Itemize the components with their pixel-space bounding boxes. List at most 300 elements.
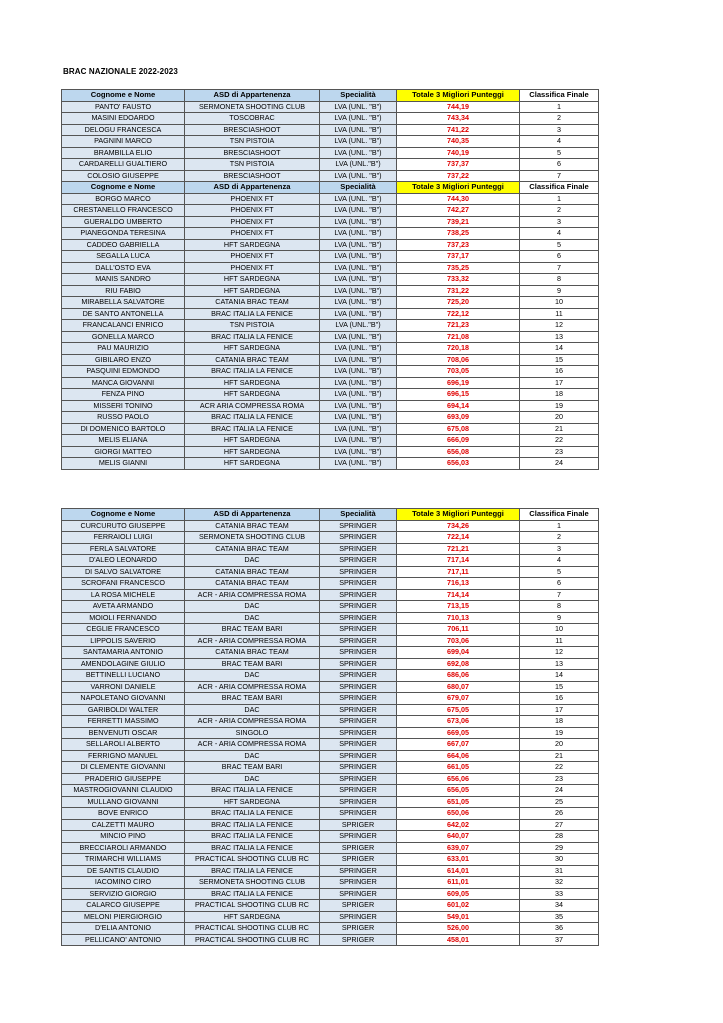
club-cell: PHOENIX FT: [185, 205, 320, 217]
table-row: [62, 635, 599, 647]
athlete-name-cell: CURCURUTO GIUSEPPE: [62, 520, 185, 532]
rank-cell: 30: [520, 854, 599, 866]
table-row: [62, 147, 599, 159]
table-row: [62, 750, 599, 762]
score-cell: 526,00: [397, 923, 520, 935]
header-row: [62, 90, 599, 102]
club-cell: HFT SARDEGNA: [185, 377, 320, 389]
specialty-cell: LVA (UNL. "B"): [320, 354, 397, 366]
score-cell: 721,23: [397, 320, 520, 332]
specialty-cell: SPRINGER: [320, 727, 397, 739]
specialty-cell: LVA (UNL. "B"): [320, 400, 397, 412]
score-cell: 639,07: [397, 842, 520, 854]
table-row: [62, 773, 599, 785]
club-cell: DAC: [185, 704, 320, 716]
rank-cell: 10: [520, 624, 599, 636]
table-row: [62, 193, 599, 205]
rank-cell: 6: [520, 251, 599, 263]
rank-cell: 10: [520, 297, 599, 309]
rank-cell: 36: [520, 923, 599, 935]
table-row: [62, 808, 599, 820]
athlete-name-cell: MANIS SANDRO: [62, 274, 185, 286]
club-cell: ACR - ARIA COMPRESSA ROMA: [185, 716, 320, 728]
specialty-cell: LVA (UNL. "B"): [320, 136, 397, 148]
header-row: [62, 509, 599, 521]
club-cell: PRACTICAL SHOOTING CLUB RC: [185, 934, 320, 946]
athlete-name-cell: CADDEO GABRIELLA: [62, 239, 185, 251]
table-row: [62, 262, 599, 274]
athlete-name-cell: FERRAIOLI LUIGI: [62, 532, 185, 544]
athlete-name-cell: MOIOLI FERNANDO: [62, 612, 185, 624]
table-row: [62, 670, 599, 682]
table-row: [62, 136, 599, 148]
lva-top-body: [62, 90, 599, 182]
table-row: [62, 366, 599, 378]
club-cell: HFT SARDEGNA: [185, 285, 320, 297]
score-cell: 739,21: [397, 216, 520, 228]
score-cell: 669,05: [397, 727, 520, 739]
athlete-name-cell: MASINI EDOARDO: [62, 113, 185, 125]
document-title: BRAC NAZIONALE 2022-2023: [63, 67, 178, 76]
specialty-cell: SPRIGER: [320, 900, 397, 912]
specialty-cell: LVA (UNL. "B"): [320, 193, 397, 205]
column-header: Specialità: [320, 509, 397, 521]
score-cell: 744,30: [397, 193, 520, 205]
table-row: [62, 911, 599, 923]
rank-cell: 28: [520, 831, 599, 843]
athlete-name-cell: FRANCALANCI ENRICO: [62, 320, 185, 332]
club-cell: CATANIA BRAC TEAM: [185, 354, 320, 366]
score-cell: 737,22: [397, 170, 520, 182]
specialty-cell: LVA (UNL. "B"): [320, 435, 397, 447]
table-row: [62, 796, 599, 808]
athlete-name-cell: VARRONI DANIELE: [62, 681, 185, 693]
rank-cell: 3: [520, 543, 599, 555]
score-cell: 692,08: [397, 658, 520, 670]
score-cell: 642,02: [397, 819, 520, 831]
rank-cell: 8: [520, 601, 599, 613]
specialty-cell: SPRINGER: [320, 681, 397, 693]
score-cell: 656,06: [397, 773, 520, 785]
athlete-name-cell: AVETA ARMANDO: [62, 601, 185, 613]
specialty-cell: LVA (UNL. "B"): [320, 251, 397, 263]
specialty-cell: SPRINGER: [320, 877, 397, 889]
table-row: [62, 865, 599, 877]
table-row: [62, 412, 599, 424]
rank-cell: 4: [520, 555, 599, 567]
table-row: [62, 343, 599, 355]
specialty-cell: SPRINGER: [320, 762, 397, 774]
rank-cell: 3: [520, 216, 599, 228]
specialty-cell: LVA (UNL. "B"): [320, 297, 397, 309]
table-row: [62, 377, 599, 389]
table-row: [62, 854, 599, 866]
rank-cell: 15: [520, 681, 599, 693]
club-cell: BRESCIASHOOT: [185, 170, 320, 182]
athlete-name-cell: MINCIO PINO: [62, 831, 185, 843]
table-row: [62, 532, 599, 544]
rank-cell: 25: [520, 796, 599, 808]
athlete-name-cell: GUERALDO UMBERTO: [62, 216, 185, 228]
club-cell: BRAC TEAM BARI: [185, 762, 320, 774]
athlete-name-cell: PAGNINI MARCO: [62, 136, 185, 148]
column-header: Cognome e Nome: [62, 90, 185, 102]
club-cell: BRAC ITALIA LA FENICE: [185, 331, 320, 343]
club-cell: BRAC ITALIA LA FENICE: [185, 366, 320, 378]
rank-cell: 19: [520, 400, 599, 412]
column-header: Cognome e Nome: [62, 509, 185, 521]
athlete-name-cell: MULLANO GIOVANNI: [62, 796, 185, 808]
specialty-cell: SPRINGER: [320, 612, 397, 624]
column-header: Totale 3 Migliori Punteggi: [397, 90, 520, 102]
athlete-name-cell: NAPOLETANO GIOVANNI: [62, 693, 185, 705]
specialty-cell: LVA (UNL. "B"): [320, 331, 397, 343]
specialty-cell: SPRIGER: [320, 842, 397, 854]
athlete-name-cell: SERVIZIO GIORGIO: [62, 888, 185, 900]
specialty-cell: SPRINGER: [320, 589, 397, 601]
club-cell: CATANIA BRAC TEAM: [185, 520, 320, 532]
athlete-name-cell: CARDARELLI GUALTIERO: [62, 159, 185, 171]
score-cell: 737,17: [397, 251, 520, 263]
score-cell: 740,19: [397, 147, 520, 159]
rank-cell: 34: [520, 900, 599, 912]
table-row: [62, 624, 599, 636]
athlete-name-cell: PELLICANO' ANTONIO: [62, 934, 185, 946]
rank-cell: 15: [520, 354, 599, 366]
specialty-cell: SPRINGER: [320, 704, 397, 716]
club-cell: BRAC ITALIA LA FENICE: [185, 831, 320, 843]
score-cell: 601,02: [397, 900, 520, 912]
rank-cell: 2: [520, 113, 599, 125]
table-row: [62, 578, 599, 590]
column-header: ASD di Appartenenza: [185, 182, 320, 194]
club-cell: DAC: [185, 670, 320, 682]
athlete-name-cell: MELONI PIERGIORGIO: [62, 911, 185, 923]
table-row: [62, 400, 599, 412]
column-header: Specialità: [320, 182, 397, 194]
athlete-name-cell: SELLAROLI ALBERTO: [62, 739, 185, 751]
rank-cell: 31: [520, 865, 599, 877]
score-cell: 721,08: [397, 331, 520, 343]
athlete-name-cell: SEGALLA LUCA: [62, 251, 185, 263]
score-cell: 614,01: [397, 865, 520, 877]
athlete-name-cell: GIBILARO ENZO: [62, 354, 185, 366]
rank-cell: 18: [520, 389, 599, 401]
specialty-cell: SPRINGER: [320, 520, 397, 532]
rank-cell: 5: [520, 239, 599, 251]
table-row: [62, 320, 599, 332]
specialty-cell: SPRINGER: [320, 670, 397, 682]
score-cell: 696,15: [397, 389, 520, 401]
score-cell: 714,14: [397, 589, 520, 601]
rank-cell: 27: [520, 819, 599, 831]
table-row: [62, 205, 599, 217]
rank-cell: 2: [520, 532, 599, 544]
club-cell: TSN PISTOIA: [185, 320, 320, 332]
table-row: [62, 923, 599, 935]
rank-cell: 3: [520, 124, 599, 136]
rank-cell: 22: [520, 762, 599, 774]
rank-cell: 12: [520, 647, 599, 659]
specialty-cell: LVA (UNL."B"): [320, 320, 397, 332]
score-cell: 666,09: [397, 435, 520, 447]
specialty-cell: SPRIGER: [320, 819, 397, 831]
table-row: [62, 589, 599, 601]
score-cell: 694,14: [397, 400, 520, 412]
athlete-name-cell: MELIS ELIANA: [62, 435, 185, 447]
table-row: [62, 285, 599, 297]
athlete-name-cell: PRADERIO GIUSEPPE: [62, 773, 185, 785]
specialty-cell: SPRINGER: [320, 739, 397, 751]
column-header: Totale 3 Migliori Punteggi: [397, 509, 520, 521]
club-cell: CATANIA BRAC TEAM: [185, 566, 320, 578]
club-cell: ACR - ARIA COMPRESSA ROMA: [185, 635, 320, 647]
score-cell: 721,21: [397, 543, 520, 555]
club-cell: SINGOLO: [185, 727, 320, 739]
table-row: [62, 831, 599, 843]
specialty-cell: LVA (UNL. "B"): [320, 366, 397, 378]
specialty-cell: LVA (UNL."B"): [320, 159, 397, 171]
score-cell: 722,12: [397, 308, 520, 320]
score-cell: 696,19: [397, 377, 520, 389]
score-cell: 738,25: [397, 228, 520, 240]
club-cell: HFT SARDEGNA: [185, 343, 320, 355]
rank-cell: 5: [520, 566, 599, 578]
score-cell: 737,37: [397, 159, 520, 171]
score-cell: 743,34: [397, 113, 520, 125]
header-row: [62, 182, 599, 194]
rank-cell: 20: [520, 739, 599, 751]
athlete-name-cell: IACOMINO CIRO: [62, 877, 185, 889]
score-cell: 633,01: [397, 854, 520, 866]
specialty-cell: LVA (UNL. "B"): [320, 343, 397, 355]
specialty-cell: SPRINGER: [320, 796, 397, 808]
table-row: [62, 124, 599, 136]
club-cell: TSN PISTOIA: [185, 159, 320, 171]
column-header: Totale 3 Migliori Punteggi: [397, 182, 520, 194]
score-cell: 699,04: [397, 647, 520, 659]
athlete-name-cell: BRECCIAROLI ARMANDO: [62, 842, 185, 854]
specialty-cell: SPRINGER: [320, 808, 397, 820]
score-cell: 458,01: [397, 934, 520, 946]
specialty-cell: SPRIGER: [320, 934, 397, 946]
athlete-name-cell: MIRABELLA SALVATORE: [62, 297, 185, 309]
athlete-name-cell: MELIS GIANNI: [62, 458, 185, 470]
table-row: [62, 543, 599, 555]
club-cell: BRAC ITALIA LA FENICE: [185, 785, 320, 797]
rank-cell: 13: [520, 658, 599, 670]
specialty-cell: SPRINGER: [320, 773, 397, 785]
score-cell: 693,09: [397, 412, 520, 424]
athlete-name-cell: SCROFANI FRANCESCO: [62, 578, 185, 590]
club-cell: PHOENIX FT: [185, 251, 320, 263]
club-cell: PHOENIX FT: [185, 193, 320, 205]
rank-cell: 17: [520, 377, 599, 389]
table-row: [62, 601, 599, 613]
score-cell: 686,06: [397, 670, 520, 682]
athlete-name-cell: DE SANTIS CLAUDIO: [62, 865, 185, 877]
athlete-name-cell: DI SALVO SALVATORE: [62, 566, 185, 578]
table-row: [62, 354, 599, 366]
rank-cell: 22: [520, 435, 599, 447]
club-cell: TOSCOBRAC: [185, 113, 320, 125]
specialty-cell: LVA (UNL. "B"): [320, 113, 397, 125]
score-cell: 675,08: [397, 423, 520, 435]
rank-cell: 1: [520, 193, 599, 205]
score-cell: 734,26: [397, 520, 520, 532]
specialty-cell: SPRINGER: [320, 785, 397, 797]
rank-cell: 17: [520, 704, 599, 716]
score-cell: 708,06: [397, 354, 520, 366]
club-cell: BRAC ITALIA LA FENICE: [185, 308, 320, 320]
athlete-name-cell: FERLA SALVATORE: [62, 543, 185, 555]
score-cell: 717,11: [397, 566, 520, 578]
specialty-cell: LVA (UNL. "B"): [320, 412, 397, 424]
club-cell: BRAC ITALIA LA FENICE: [185, 865, 320, 877]
athlete-name-cell: LIPPOLIS SAVERIO: [62, 635, 185, 647]
score-cell: 717,14: [397, 555, 520, 567]
score-cell: 679,07: [397, 693, 520, 705]
athlete-name-cell: FENZA PINO: [62, 389, 185, 401]
specialty-cell: LVA (UNL. "B"): [320, 389, 397, 401]
score-cell: 673,06: [397, 716, 520, 728]
table-row: [62, 435, 599, 447]
table-row: [62, 704, 599, 716]
rank-cell: 33: [520, 888, 599, 900]
athlete-name-cell: PAU MAURIZIO: [62, 343, 185, 355]
score-cell: 549,01: [397, 911, 520, 923]
athlete-name-cell: MASTROGIOVANNI CLAUDIO: [62, 785, 185, 797]
club-cell: HFT SARDEGNA: [185, 239, 320, 251]
rank-cell: 12: [520, 320, 599, 332]
athlete-name-cell: CALARCO GIUSEPPE: [62, 900, 185, 912]
rank-cell: 21: [520, 423, 599, 435]
score-cell: 731,22: [397, 285, 520, 297]
score-cell: 720,18: [397, 343, 520, 355]
rank-cell: 1: [520, 101, 599, 113]
athlete-name-cell: AMENDOLAGINE GIULIO: [62, 658, 185, 670]
score-cell: 716,13: [397, 578, 520, 590]
club-cell: SERMONETA SHOOTING CLUB: [185, 532, 320, 544]
score-cell: 656,05: [397, 785, 520, 797]
club-cell: HFT SARDEGNA: [185, 458, 320, 470]
rank-cell: 9: [520, 285, 599, 297]
athlete-name-cell: DI CLEMENTE GIOVANNI: [62, 762, 185, 774]
specialty-cell: LVA (UNL. "B"): [320, 423, 397, 435]
athlete-name-cell: PIANEGONDA TERESINA: [62, 228, 185, 240]
athlete-name-cell: DELOGU FRANCESCA: [62, 124, 185, 136]
rank-cell: 13: [520, 331, 599, 343]
rank-cell: 20: [520, 412, 599, 424]
table-row: [62, 727, 599, 739]
table-row: [62, 900, 599, 912]
table-row: [62, 113, 599, 125]
specialty-cell: LVA (UNL. "B"): [320, 205, 397, 217]
specialty-cell: SPRINGER: [320, 624, 397, 636]
specialty-cell: SPRINGER: [320, 865, 397, 877]
rank-cell: 16: [520, 693, 599, 705]
springer-ranking-table: [61, 508, 599, 946]
rank-cell: 8: [520, 274, 599, 286]
specialty-cell: LVA (UNL. "B"): [320, 101, 397, 113]
club-cell: BRAC ITALIA LA FENICE: [185, 888, 320, 900]
table-row: [62, 819, 599, 831]
specialty-cell: SPRINGER: [320, 693, 397, 705]
athlete-name-cell: PANTO' FAUSTO: [62, 101, 185, 113]
club-cell: BRAC TEAM BARI: [185, 693, 320, 705]
athlete-name-cell: FERRIGNO MANUEL: [62, 750, 185, 762]
club-cell: DAC: [185, 601, 320, 613]
specialty-cell: LVA (UNL. "B"): [320, 274, 397, 286]
specialty-cell: LVA (UNL. "B"): [320, 170, 397, 182]
club-cell: DAC: [185, 773, 320, 785]
athlete-name-cell: RIU FABIO: [62, 285, 185, 297]
score-cell: 737,23: [397, 239, 520, 251]
specialty-cell: SPRINGER: [320, 647, 397, 659]
rank-cell: 29: [520, 842, 599, 854]
athlete-name-cell: DI DOMENICO BARTOLO: [62, 423, 185, 435]
specialty-cell: SPRINGER: [320, 532, 397, 544]
specialty-cell: LVA (UNL. "B"): [320, 458, 397, 470]
table-row: [62, 446, 599, 458]
score-cell: 611,01: [397, 877, 520, 889]
athlete-name-cell: FERRETTI MASSIMO: [62, 716, 185, 728]
specialty-cell: LVA (UNL. "B"): [320, 308, 397, 320]
score-cell: 703,05: [397, 366, 520, 378]
table-row: [62, 658, 599, 670]
score-cell: 710,13: [397, 612, 520, 624]
club-cell: HFT SARDEGNA: [185, 389, 320, 401]
athlete-name-cell: GONELLA MARCO: [62, 331, 185, 343]
athlete-name-cell: MANCA GIOVANNI: [62, 377, 185, 389]
athlete-name-cell: BORGO MARCO: [62, 193, 185, 205]
score-cell: 650,06: [397, 808, 520, 820]
lva-ranking-table: [61, 89, 599, 470]
table-row: [62, 681, 599, 693]
specialty-cell: SPRINGER: [320, 635, 397, 647]
club-cell: BRAC ITALIA LA FENICE: [185, 819, 320, 831]
club-cell: HFT SARDEGNA: [185, 911, 320, 923]
rank-cell: 21: [520, 750, 599, 762]
athlete-name-cell: LA ROSA MICHELE: [62, 589, 185, 601]
column-header: Classifica Finale: [520, 509, 599, 521]
score-cell: 722,14: [397, 532, 520, 544]
club-cell: TSN PISTOIA: [185, 136, 320, 148]
rank-cell: 11: [520, 308, 599, 320]
rank-cell: 7: [520, 262, 599, 274]
table-row: [62, 555, 599, 567]
table-row: [62, 308, 599, 320]
column-header: ASD di Appartenenza: [185, 90, 320, 102]
club-cell: HFT SARDEGNA: [185, 435, 320, 447]
club-cell: ACR ARIA COMPRESSA ROMA: [185, 400, 320, 412]
club-cell: CATANIA BRAC TEAM: [185, 647, 320, 659]
rank-cell: 7: [520, 589, 599, 601]
club-cell: BRAC TEAM BARI: [185, 624, 320, 636]
athlete-name-cell: SANTAMARIA ANTONIO: [62, 647, 185, 659]
athlete-name-cell: D'ALEO LEONARDO: [62, 555, 185, 567]
score-cell: 742,27: [397, 205, 520, 217]
score-cell: 725,20: [397, 297, 520, 309]
athlete-name-cell: RUSSO PAOLO: [62, 412, 185, 424]
athlete-name-cell: BENVENUTI OSCAR: [62, 727, 185, 739]
table-row: [62, 159, 599, 171]
table-row: [62, 739, 599, 751]
table-row: [62, 762, 599, 774]
athlete-name-cell: BOVE ENRICO: [62, 808, 185, 820]
score-cell: 741,22: [397, 124, 520, 136]
table-row: [62, 216, 599, 228]
